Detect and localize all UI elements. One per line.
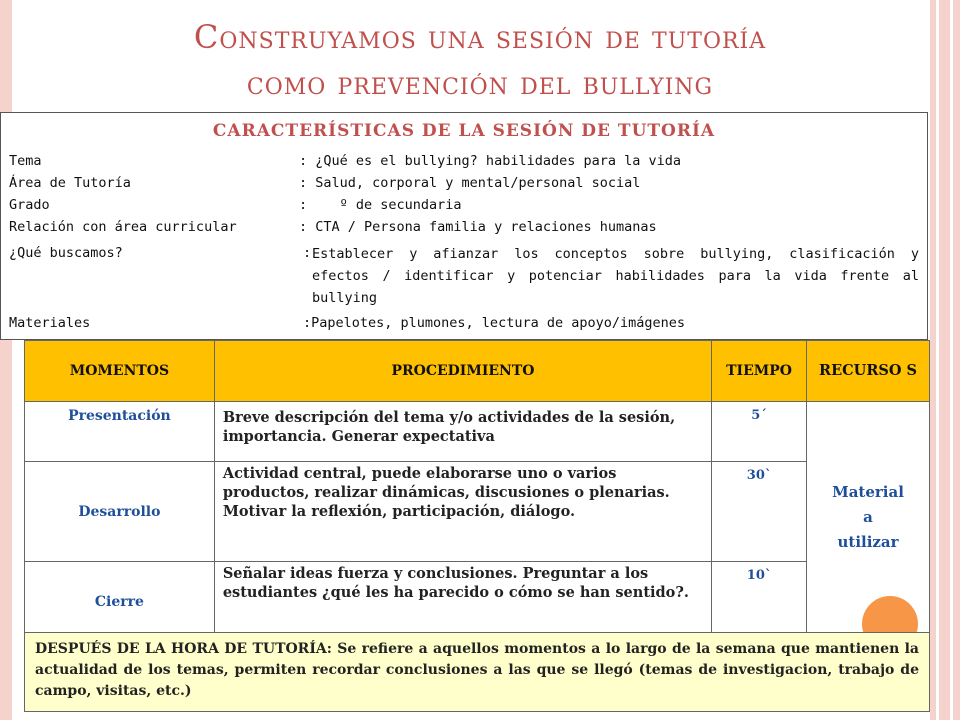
row-value: : ¿Qué es el bullying? habilidades para la vida <box>299 153 682 169</box>
stripe-line <box>950 0 953 720</box>
resources-cell <box>807 402 930 634</box>
time-cell: 30` <box>712 462 807 562</box>
moment-cell: Desarrollo <box>25 462 215 562</box>
procedure-cell: Señalar ideas fuerza y conclusiones. Preguntar a los estudiantes ¿qué les ha parecido o cómo se han sentido?. <box>214 562 711 634</box>
resources-line: utilizar <box>837 533 899 551</box>
row-label: Área de Tutoría <box>9 175 131 191</box>
header-procedimiento: PROCEDIMIENTO <box>214 341 711 402</box>
header-momentos: MOMENTOS <box>25 341 215 402</box>
header-recursos: RECURSO S <box>807 341 930 402</box>
row-value: : º de secundaria <box>299 197 462 213</box>
resources-line: a <box>863 508 873 526</box>
row-value: : CTA / Persona familia y relaciones humanas <box>299 219 657 235</box>
procedure-cell: Breve descripción del tema y/o actividades de la sesión, importancia. Generar expectativa <box>214 402 711 462</box>
row-value: :Papelotes, plumones, lectura de apoyo/imágenes <box>303 315 686 331</box>
table-row <box>25 402 930 462</box>
time-cell: 10` <box>712 562 807 634</box>
title-line-1: Construyamos una sesión de tutoría <box>193 18 767 56</box>
moment-cell: Presentación <box>25 402 215 462</box>
row-label: Grado <box>9 197 50 213</box>
stripe-line <box>936 0 939 720</box>
row-label: Relación con área curricular <box>9 219 237 235</box>
session-table <box>24 340 930 634</box>
row-label: Materiales <box>9 315 91 331</box>
row-value: : Salud, corporal y mental/personal social <box>299 175 641 191</box>
characteristics-heading: CARACTERÍSTICAS DE LA SESIÓN DE TUTORÍA <box>212 121 716 141</box>
title-line-2: como prevención del bullying <box>246 64 714 102</box>
right-decor-stripe <box>930 0 960 720</box>
procedure-cell: Actividad central, puede elaborarse uno o varios productos, realizar dinámicas, discusiones o plenarias. Motivar la reflexión, participación, diálogo. <box>214 462 711 562</box>
table-row <box>25 562 930 634</box>
row-value: Establecer y afianzar los conceptos sobre bullying, clasificación y efectos / identificar y potenciar habilidades para la vida frente al bullying <box>312 246 919 306</box>
characteristics-box <box>0 112 928 340</box>
table-header-row <box>25 341 930 402</box>
row-label: Tema <box>9 153 42 169</box>
left-decor-stripe <box>0 0 12 720</box>
moment-cell: Cierre <box>25 562 215 634</box>
after-tutoring-note: DESPUÉS DE LA HORA DE TUTORÍA: Se refiere a aquellos momentos a lo largo de la semana que mantienen la actualidad de los temas, permiten recordar conclusiones a las que se llegó (temas de investigacion, trabajo de campo, visitas, etc.) <box>24 632 930 712</box>
header-tiempo: TIEMPO <box>712 341 807 402</box>
row-label: ¿Qué buscamos? <box>9 245 123 261</box>
slide-title <box>60 14 900 106</box>
resources-line: Material <box>832 483 904 501</box>
time-cell: 5´ <box>712 402 807 462</box>
row-value-prefix: : <box>303 245 312 261</box>
table-row <box>25 462 930 562</box>
